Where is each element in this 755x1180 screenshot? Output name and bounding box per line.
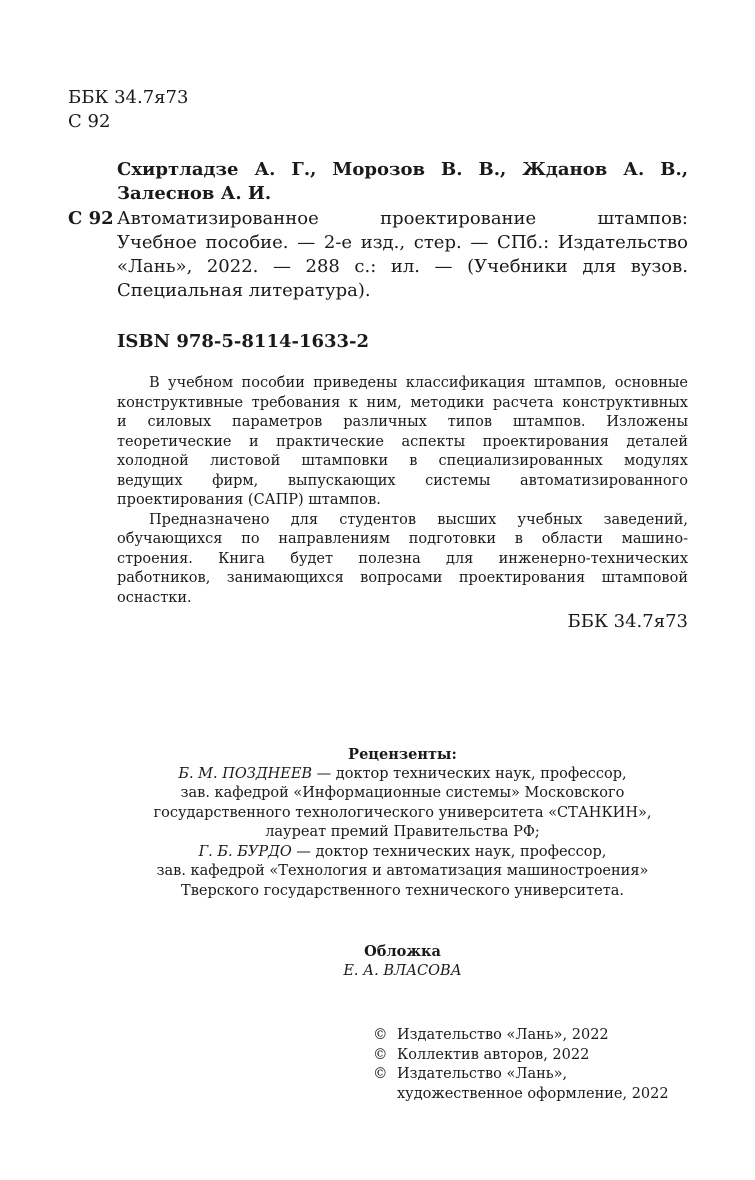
authors-line-1: Схиртладзе А. Г., Морозов В. В., Жданов А. В., [117, 159, 688, 180]
annotation-line: ведущих фирм, выпускающих системы автоматизированного [117, 472, 688, 489]
reviewer-2-line-3: Тверского государственного технического университета. [181, 882, 624, 899]
annotation-line: и силовых параметров различных типов штампов. Изложены [117, 414, 688, 430]
reviewers [117, 745, 688, 901]
entry-line: Специальная литература). [117, 280, 371, 301]
annotation-line: строения. Книга будет полезна для инженерно-технических [117, 550, 688, 567]
annotation-line: проектирования (САПР) штампов. [117, 492, 381, 508]
reviewer-2-title: — доктор технических наук, профессор, [291, 843, 607, 860]
bibliographic-entry [117, 207, 688, 303]
entry-line: «Лань», 2022. — 288 с.: ил. — (Учебники для вузов. [117, 256, 688, 277]
reviewers-heading: Рецензенты: [348, 746, 457, 763]
cover-heading: Обложка [364, 943, 441, 960]
reviewer-1-line-1 [117, 765, 688, 785]
entry-author-mark: С 92 [68, 208, 114, 229]
copyright-line: художественное оформление, 2022 [397, 1085, 669, 1102]
reviewer-1-name: Б. М. ПОЗДНЕЕВ [178, 765, 313, 782]
copyright-icon: © [373, 1066, 388, 1082]
copyright-line [373, 1026, 669, 1046]
bbk-index-bottom: ББК 34.7я73 [567, 611, 688, 632]
copyright-icon: © [373, 1046, 388, 1063]
bbk-block [68, 86, 188, 134]
entry-line: Учебное пособие. — 2-е изд., стер. — СПб.: Издательство [117, 232, 688, 253]
reviewer-1-line-3: государственного технологического университета «СТАНКИН», [153, 804, 652, 821]
annotation-line: конструктивные требования к ним, методики расчета конструктивных [117, 394, 688, 411]
reviewer-2-line-2: зав. кафедрой «Технология и автоматизация машиностроения» [156, 863, 649, 879]
copyright-text: Коллектив авторов, 2022 [397, 1046, 590, 1063]
bbk-index: ББК 34.7я73 [68, 87, 189, 108]
authors [117, 158, 688, 206]
annotation-line: обучающихся по направлениям подготовки в области машино- [117, 531, 688, 547]
copyright-icon: © [373, 1027, 388, 1043]
annotation-line: холодной листовой штамповки в специализированных модулях [117, 453, 688, 469]
reviewer-2-name: Г. Б. БУРДО [198, 843, 292, 860]
copyright-text: Издательство «Лань», [397, 1066, 568, 1082]
reviewer-1-line-2: зав. кафедрой «Информационные системы» Московского [180, 785, 625, 801]
author-mark: С 92 [68, 111, 111, 132]
cover-credit [117, 942, 688, 981]
annotation-line: теоретические и практические аспекты проектирования деталей [117, 433, 688, 450]
copyright-line [373, 1046, 669, 1066]
annotation-line: работников, занимающихся вопросами проектирования штамповой [117, 570, 688, 586]
reviewer-2-line-1 [117, 843, 688, 863]
annotation [117, 374, 688, 608]
cover-designer: Е. А. ВЛАСОВА [343, 962, 462, 979]
copyright-text: Издательство «Лань», 2022 [397, 1027, 609, 1043]
annotation-line: В учебном пособии приведены классификация штампов, основные [149, 375, 688, 391]
entry-line: Автоматизированное проектирование штампов: [117, 208, 688, 229]
copyright-block [373, 1026, 669, 1104]
annotation-line: оснастки. [117, 589, 192, 606]
authors-line-2: Залеснов А. И. [117, 183, 272, 204]
isbn: ISBN 978-5-8114-1633-2 [117, 331, 370, 352]
reviewer-1-title: — доктор технических наук, профессор, [312, 765, 627, 782]
reviewer-1-line-4: лауреат премий Правительства РФ; [265, 824, 540, 840]
copyright-line [373, 1065, 669, 1085]
annotation-line: Предназначено для студентов высших учебных заведений, [149, 511, 688, 528]
